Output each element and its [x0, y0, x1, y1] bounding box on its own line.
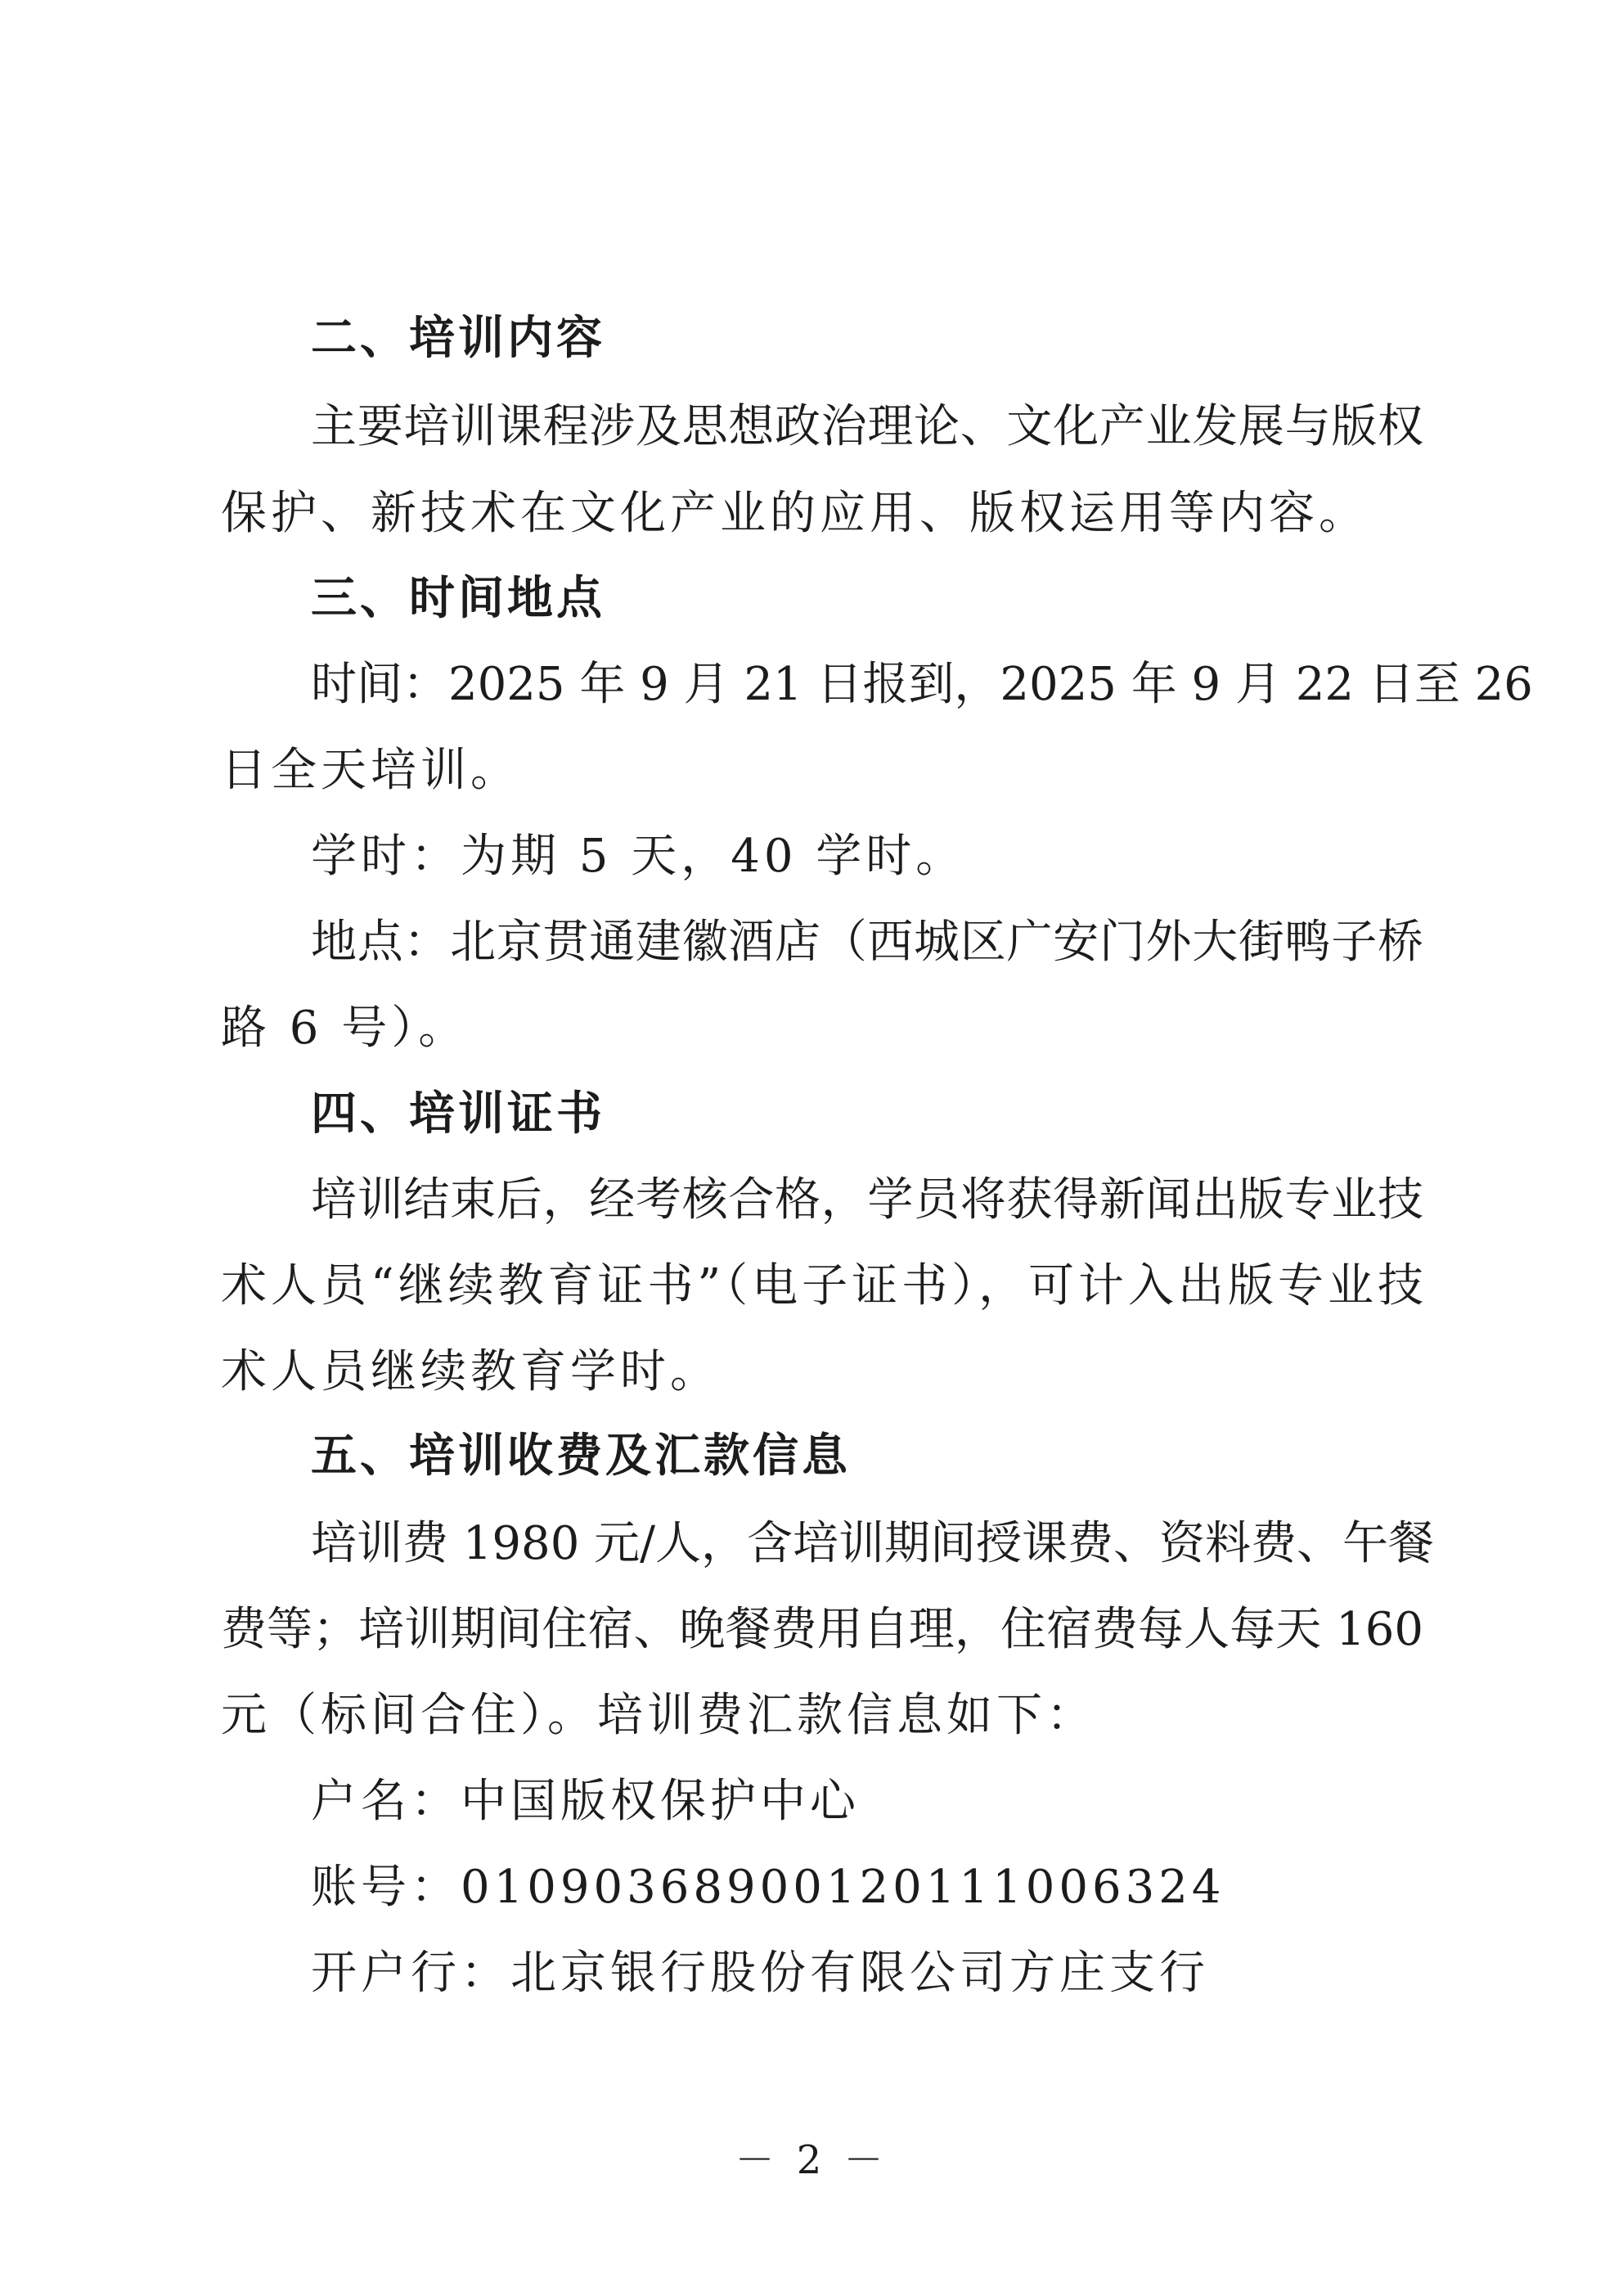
- section-four-heading: 四、培训证书: [311, 1087, 605, 1141]
- section-four-paragraph-line-1: 培训结束后，经考核合格，学员将获得新闻出版专业技: [311, 1173, 1423, 1227]
- section-two-paragraph-line-1: 主要培训课程涉及思想政治理论、文化产业发展与版权: [311, 400, 1423, 453]
- section-four-paragraph-line-3: 术人员继续教育学时。: [221, 1345, 720, 1398]
- section-two-paragraph-line-2: 保护、新技术在文化产业的应用、版权运用等内容。: [221, 487, 1369, 540]
- time-line-1: 时间：2025 年 9 月 21 日报到，2025 年 9 月 22 日至 26: [311, 658, 1533, 711]
- account-number: 账号：01090368900120111006324: [311, 1861, 1225, 1914]
- time-line-2: 日全天培训。: [221, 744, 520, 797]
- section-four-paragraph-line-2: 术人员“继续教育证书”（电子证书），可计入出版专业技: [221, 1259, 1423, 1312]
- section-five-paragraph-line-3: 元（标间合住）。培训费汇款信息如下：: [221, 1689, 1096, 1742]
- page-number: － 2 －: [735, 2137, 888, 2183]
- section-five-paragraph-line-2: 费等；培训期间住宿、晚餐费用自理，住宿费每人每天 160: [221, 1603, 1423, 1656]
- section-three-heading: 三、时间地点: [311, 572, 605, 625]
- section-five-paragraph-line-1: 培训费 1980 元/人，含培训期间授课费、资料费、午餐: [311, 1517, 1434, 1570]
- place-line-2: 路 6 号）。: [221, 1002, 469, 1055]
- study-hours: 学时：为期 5 天，40 学时。: [311, 830, 966, 883]
- place-line-1: 地点：北京贯通建徽酒店（西城区广安门外大街鸭子桥: [311, 916, 1423, 969]
- section-five-heading: 五、培训收费及汇款信息: [311, 1429, 851, 1483]
- account-name: 户名：中国版权保护中心: [311, 1775, 860, 1828]
- section-two-heading: 二、培训内容: [311, 312, 605, 365]
- bank-name: 开户行：北京银行股份有限公司方庄支行: [311, 1947, 1209, 2000]
